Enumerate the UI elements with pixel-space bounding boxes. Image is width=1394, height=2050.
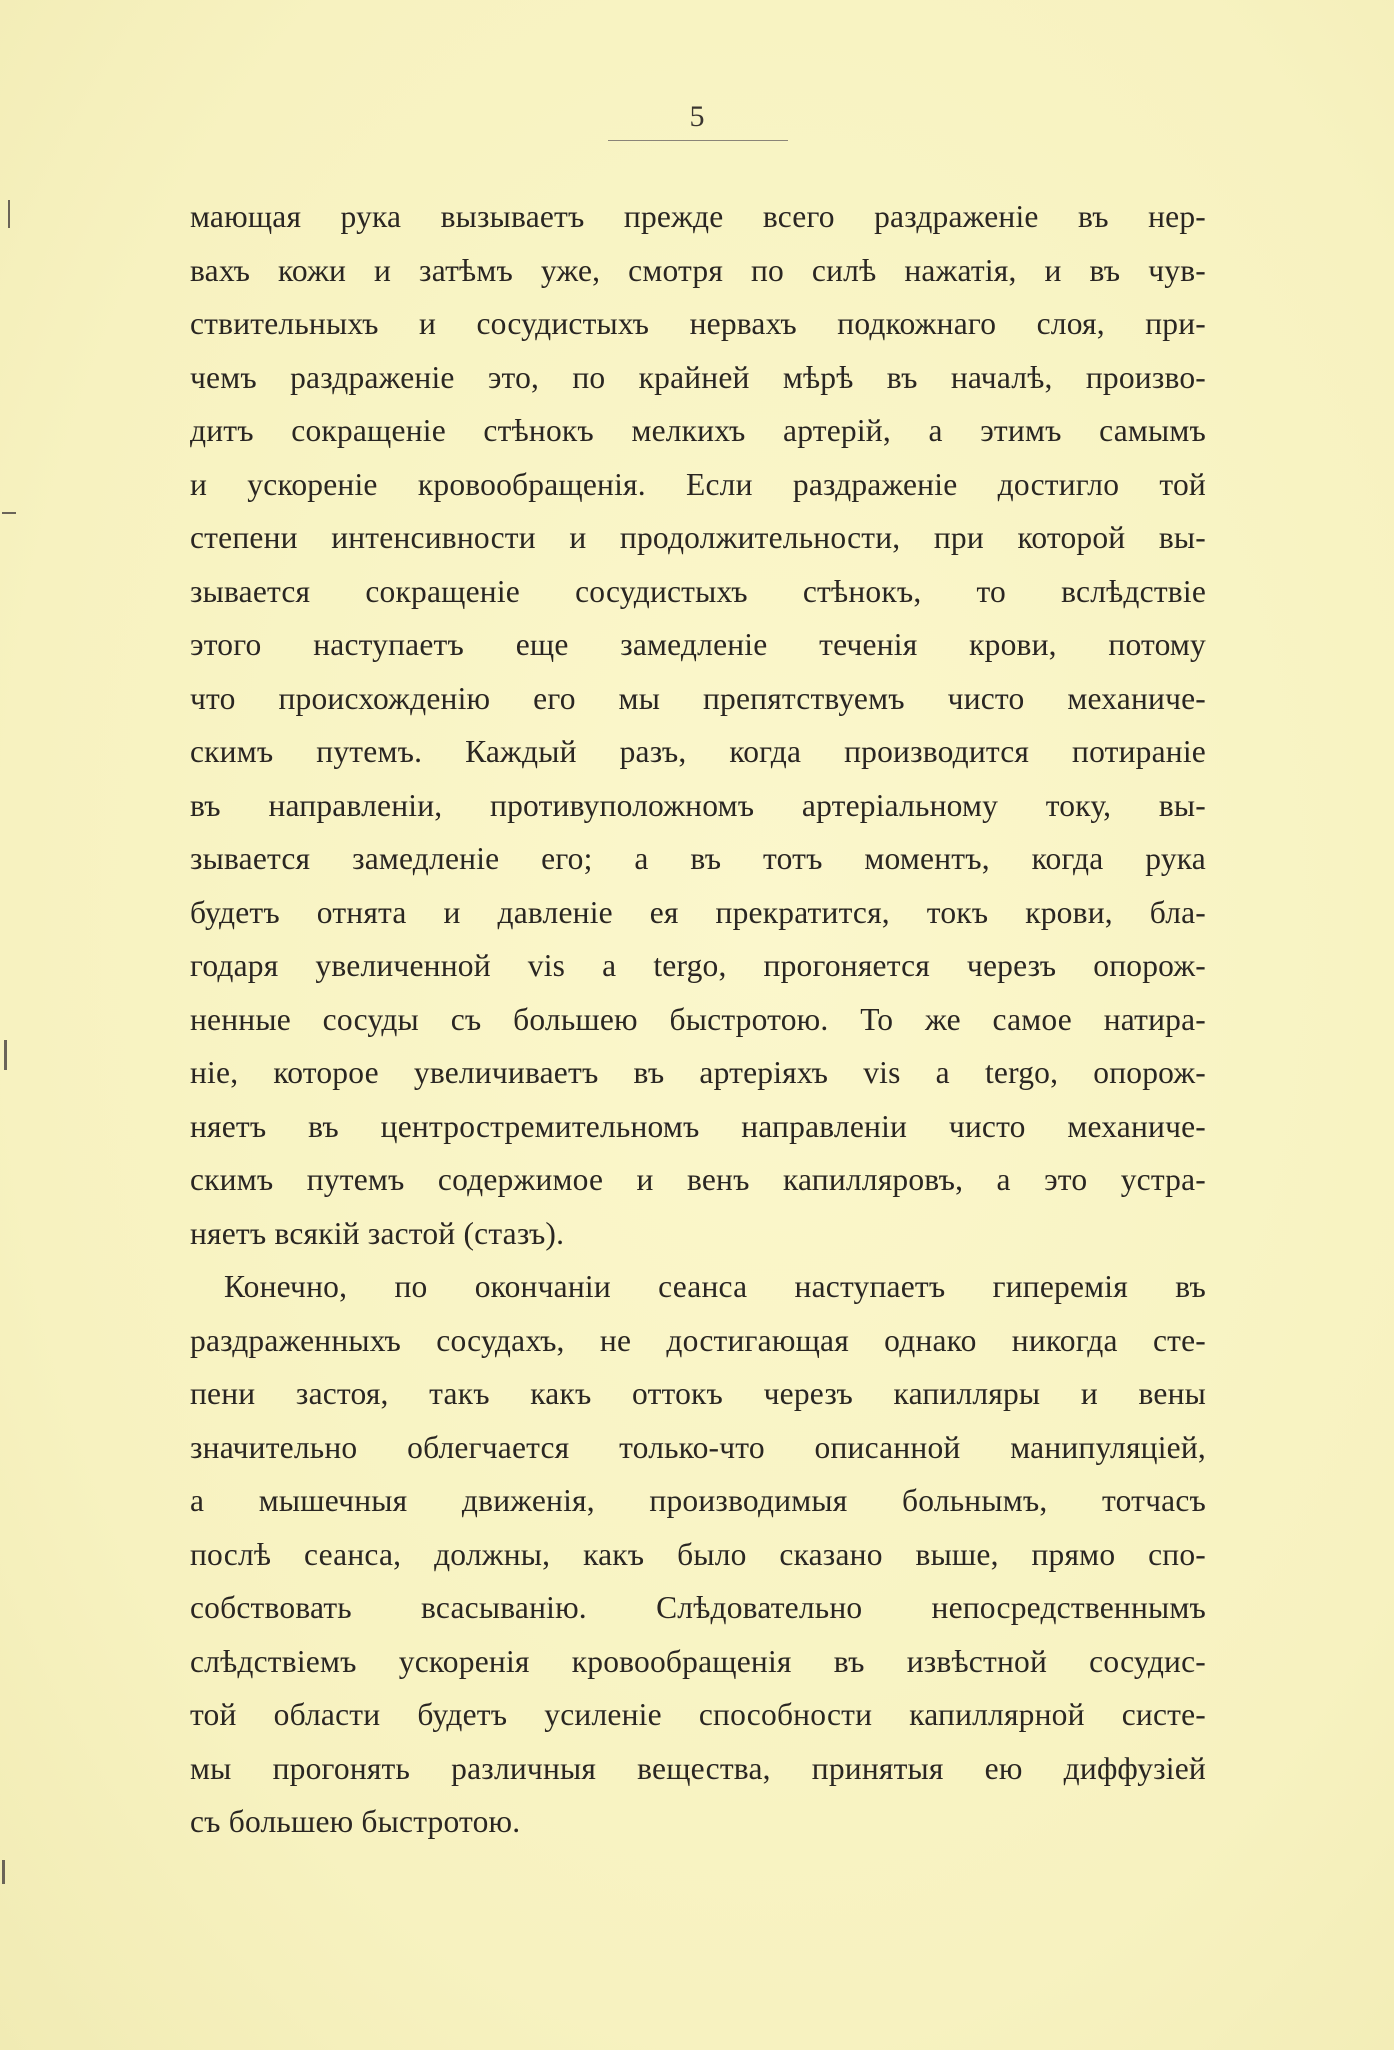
text-line: мающая рука вызываетъ прежде всего раздраженіе въ нер- (190, 199, 1206, 234)
text-line: а мышечныя движенія, производимыя больнымъ, тотчасъ (190, 1483, 1206, 1518)
text-line: значительно облегчается только-что описанной манипуляціей, (190, 1429, 1206, 1465)
margin-mark (2, 1860, 5, 1884)
text-line: въ направленіи, противуположномъ артеріальному току, вы- (190, 787, 1206, 823)
text-line: той области будетъ усиленіе способности капиллярной систе- (190, 1697, 1206, 1732)
text-line: и ускореніе кровообращенія. Если раздраженіе достигло той (190, 466, 1206, 502)
margin-mark (8, 200, 10, 228)
text-line: степени интенсивности и продолжительности, при которой вы- (190, 520, 1206, 555)
text-line: скимъ путемъ содержимое и венъ капилляровъ, а это устра- (190, 1162, 1206, 1197)
text-line: съ большею быстротою. (190, 1804, 521, 1839)
text-line: чемъ раздраженіе это, по крайней мѣрѣ въ началѣ, произво- (190, 359, 1206, 395)
text-line: зывается сокращеніе сосудистыхъ стѣнокъ, то вслѣдствіе (190, 573, 1206, 609)
text-line: послѣ сеанса, должны, какъ было сказано выше, прямо спо- (190, 1536, 1206, 1572)
paragraph (190, 1260, 1206, 1849)
text-line: ніе, которое увеличиваетъ въ артеріяхъ vis a tergo, опорож- (190, 1055, 1206, 1090)
header-rule (608, 140, 788, 141)
body-text (190, 190, 1206, 1849)
text-line: няетъ всякій застой (стазъ). (190, 1215, 565, 1251)
text-line: пени застоя, такъ какъ оттокъ черезъ капилляры и вены (190, 1376, 1206, 1411)
text-line: слѣдствіемъ ускоренія кровообращенія въ извѣстной сосудис- (190, 1643, 1206, 1679)
text-line: дитъ сокращеніе стѣнокъ мелкихъ артерій, а этимъ самымъ (190, 413, 1206, 448)
text-line: будетъ отнята и давленіе ея прекратится, токъ крови, бла- (190, 894, 1206, 930)
text-line: собствовать всасыванію. Слѣдовательно непосредственнымъ (190, 1590, 1206, 1625)
text-line: что происхожденію его мы препятствуемъ чисто механиче- (190, 680, 1206, 716)
text-line: ненные сосуды съ большею быстротою. То же самое натира- (190, 1001, 1206, 1037)
margin-mark (4, 1040, 7, 1070)
text-line: этого наступаетъ еще замедленіе теченія крови, потому (190, 627, 1206, 662)
text-line: няетъ въ центростремительномъ направленіи чисто механиче- (190, 1108, 1206, 1144)
text-line: раздраженныхъ сосудахъ, не достигающая однако никогда сте- (190, 1322, 1206, 1358)
paragraph (190, 190, 1206, 1260)
text-line: скимъ путемъ. Каждый разъ, когда производится потираніе (190, 734, 1206, 769)
page-number: 5 (689, 100, 705, 133)
text-line: Конечно, по окончаніи сеанса наступаетъ гиперемія въ (224, 1269, 1206, 1304)
text-line: мы прогонять различныя вещества, принятыя ею диффузіей (190, 1750, 1206, 1786)
margin-mark (2, 512, 16, 514)
text-line: зывается замедленіе его; а въ тотъ моментъ, когда рука (190, 841, 1206, 876)
paragraphs (190, 190, 1206, 1849)
text-line: вахъ кожи и затѣмъ уже, смотря по силѣ нажатія, и въ чув- (190, 252, 1206, 288)
text-line: ствительныхъ и сосудистыхъ нервахъ подкожнаго слоя, при- (190, 306, 1206, 341)
text-line: годаря увеличенной vis a tergo, прогоняется черезъ опорож- (190, 948, 1206, 983)
